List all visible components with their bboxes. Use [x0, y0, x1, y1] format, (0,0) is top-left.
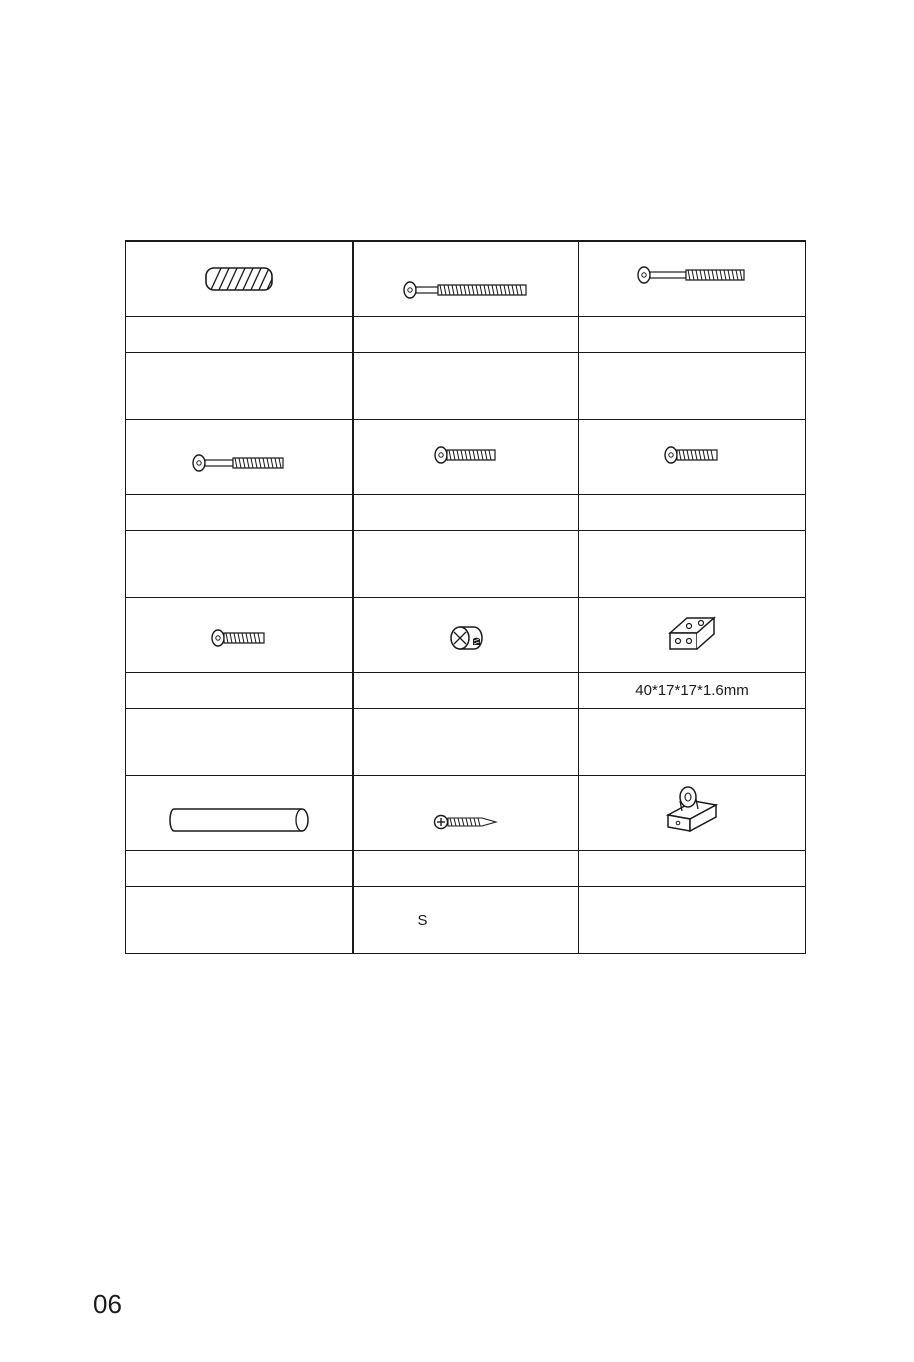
part-spec-row: [126, 673, 806, 709]
part-image-row: [126, 241, 806, 317]
part-spec-cell: [126, 495, 353, 531]
short-bolt-small-icon: [664, 444, 720, 466]
part-image-cell: [353, 598, 579, 673]
part-image-row: [126, 420, 806, 495]
part-image-cell: [579, 241, 806, 317]
part-quantity-cell: [353, 887, 579, 954]
part-image-cell: [353, 776, 579, 851]
long-connector-bolt-icon: [403, 279, 529, 301]
part-spec-cell: [126, 673, 353, 709]
barrel-nut-icon: [448, 624, 484, 652]
part-quantity-row: [126, 531, 806, 598]
part-quantity-cell: [353, 531, 579, 598]
angle-bracket-icon: [667, 613, 717, 653]
connector-bolt-icon: [637, 264, 747, 286]
part-quantity-row: [126, 709, 806, 776]
part-image-row: [126, 598, 806, 673]
part-spec-cell: [579, 317, 806, 353]
part-spec-row: [126, 317, 806, 353]
part-quantity-cell: [579, 887, 806, 954]
part-spec-row: [126, 851, 806, 887]
part-quantity-cell: [126, 887, 353, 954]
part-spec-cell: [353, 673, 579, 709]
part-quantity-cell: [353, 353, 579, 420]
part-quantity-row: [126, 353, 806, 420]
part-spec-cell: [579, 673, 806, 709]
part-quantity-cell: [126, 353, 353, 420]
part-image-cell: [579, 420, 806, 495]
part-spec-cell: [353, 851, 579, 887]
part-spec-row: [126, 495, 806, 531]
part-quantity-cell: [353, 709, 579, 776]
page-number: 06: [93, 1289, 122, 1319]
part-spec-cell: [579, 495, 806, 531]
part-quantity-cell: [126, 709, 353, 776]
part-quantity-cell: [579, 353, 806, 420]
part-image-cell: [126, 420, 353, 495]
part-image-cell: [126, 241, 353, 317]
part-image-row: [126, 776, 806, 851]
part-spec-cell: [579, 851, 806, 887]
part-spec-cell: [126, 317, 353, 353]
connector-bolt-medium-icon: [192, 452, 286, 474]
part-quantity-cell: [579, 709, 806, 776]
short-bolt-icon: [434, 444, 498, 466]
part-image-cell: [126, 598, 353, 673]
bracket-size-label: 40*17*17*1.6mm: [635, 682, 749, 699]
wooden-dowel-icon: [204, 266, 274, 292]
part-image-cell: [579, 776, 806, 851]
part-image-cell: [353, 420, 579, 495]
wood-screw-icon: [433, 812, 499, 832]
part-spec-cell: [126, 851, 353, 887]
part-quantity-row: [126, 887, 806, 954]
door-stop-roller-icon: [664, 785, 720, 835]
metal-rod-icon: [168, 807, 310, 833]
part-image-cell: [353, 241, 579, 317]
hardware-parts-table: [125, 240, 806, 954]
part-image-cell: [579, 598, 806, 673]
part-spec-cell: [353, 495, 579, 531]
part-spec-cell: [353, 317, 579, 353]
part-image-cell: [126, 776, 353, 851]
part-quantity-cell: [126, 531, 353, 598]
part-quantity-cell: [579, 531, 806, 598]
short-bolt-small-icon: [211, 627, 267, 649]
screw-quantity-label: S: [417, 911, 428, 929]
